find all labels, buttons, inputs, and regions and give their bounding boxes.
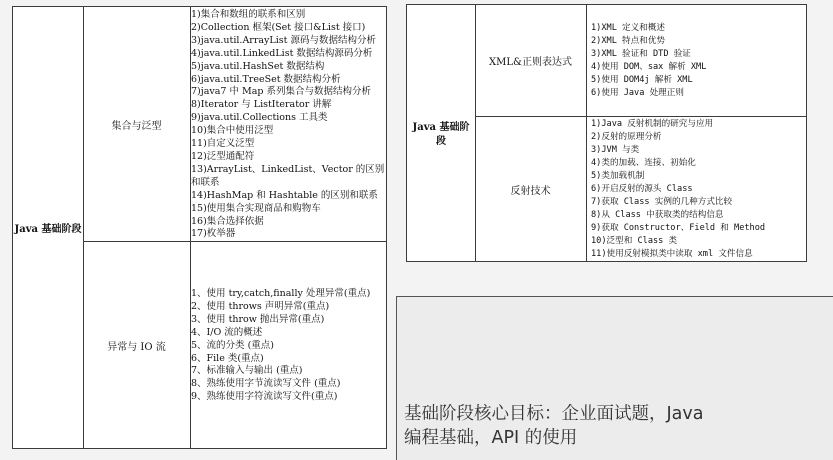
list-item: 13)ArrayList、LinkedList、Vector 的区别和联系 <box>191 163 385 188</box>
list-item: 5、流的分类 (重点) <box>191 339 274 351</box>
list-item: 7)获取 Class 实例的几种方式比较 <box>591 197 733 207</box>
list-item: 9、熟练使用字符流读写文件(重点) <box>191 391 338 403</box>
list-item: 6)java.util.TreeSet 数据结构分析 <box>191 73 341 85</box>
list-item: 6)开启反射的源头 Class <box>591 184 693 194</box>
list-item: 3)JVM 与类 <box>591 145 640 155</box>
list-item: 3)java.util.ArrayList 源码与数据结构分析 <box>191 34 376 46</box>
list-item: 4)类的加载、连接、初始化 <box>591 158 696 168</box>
collections-topic-list <box>191 9 386 241</box>
list-item: 9)java.util.Collections 工具类 <box>191 112 328 124</box>
topic-xml-regex: XML&正则表达式 <box>489 57 572 68</box>
list-item: 2)XML 特点和优势 <box>591 36 666 46</box>
list-item: 6、File 类(重点) <box>191 352 264 364</box>
list-item: 2)反射的原理分析 <box>591 132 662 142</box>
goal-line-2: 编程基础，API 的使用 <box>404 428 578 448</box>
list-item: 10)泛型和 Class 类 <box>591 236 678 246</box>
goal-line-1: 基础阶段核心目标：企业面试题，Java <box>404 404 704 424</box>
list-item: 17)枚举器 <box>191 228 236 240</box>
topic-collections-generics: 集合与泛型 <box>111 120 162 132</box>
list-item: 1、使用 try,catch,finally 处理异常(重点) <box>191 288 371 299</box>
list-item: 10)集合中使用泛型 <box>191 125 274 137</box>
stage-label: Java 基础阶段 <box>14 224 82 235</box>
stage-label: Java 基础阶段 <box>412 122 470 147</box>
list-item: 5)使用 DOM4j 解析 XML <box>591 75 693 85</box>
list-item: 15)使用集合实现商品和购物车 <box>191 202 321 214</box>
list-item: 3)XML 验证和 DTD 验证 <box>591 49 691 59</box>
topic-exceptions-io: 异常与 IO 流 <box>107 341 166 353</box>
list-item: 5)java.util.HashSet 数据结构 <box>191 60 325 72</box>
list-item: 1)XML 定义和概述 <box>591 23 666 33</box>
list-item: 4、I/O 流的概述 <box>191 326 263 338</box>
right-curriculum-table <box>406 4 807 262</box>
list-item: 11)自定义泛型 <box>191 138 255 150</box>
list-item: 9)获取 Constructor、Field 和 Method <box>591 223 766 233</box>
list-item: 8)Iterator 与 ListIterator 讲解 <box>191 99 332 111</box>
list-item: 2)Collection 框架(Set 接口&List 接口) <box>191 21 366 33</box>
list-item: 1)集合和数组的联系和区别 <box>191 9 306 20</box>
list-item: 2、使用 throws 声明异常(重点) <box>191 300 330 312</box>
topic-reflection: 反射技术 <box>510 185 551 197</box>
list-item: 14)HashMap 和 Hashtable 的区别和联系 <box>191 189 378 201</box>
list-item: 1)Java 反射机制的研究与应用 <box>591 119 714 129</box>
xml-topic-list <box>591 22 805 100</box>
list-item: 6)使用 Java 处理正则 <box>591 88 684 98</box>
list-item: 12)泛型通配符 <box>191 150 255 162</box>
list-item: 11)使用反射模拟类中读取 xml 文件信息 <box>591 249 753 259</box>
list-item: 16)集合选择依据 <box>191 215 264 227</box>
list-item: 3、使用 throw 抛出异常(重点) <box>191 313 325 325</box>
list-item: 5)类加载机制 <box>591 171 645 181</box>
list-item: 7、标准输入与输出 (重点) <box>191 365 303 377</box>
left-curriculum-table <box>12 6 387 449</box>
list-item: 8、熟练使用字节流读写文件 (重点) <box>191 378 341 390</box>
list-item: 7)java7 中 Map 系列集合与数据结构分析 <box>191 86 371 98</box>
list-item: 4)java.util.LinkedList 数据结构源码分析 <box>191 47 373 59</box>
core-goal-text <box>404 402 824 450</box>
exceptions-io-topic-list <box>191 288 386 404</box>
reflection-topic-list <box>591 118 805 261</box>
list-item: 8)从 Class 中获取类的结构信息 <box>591 210 724 220</box>
list-item: 4)使用 DOM、sax 解析 XML <box>591 62 707 72</box>
